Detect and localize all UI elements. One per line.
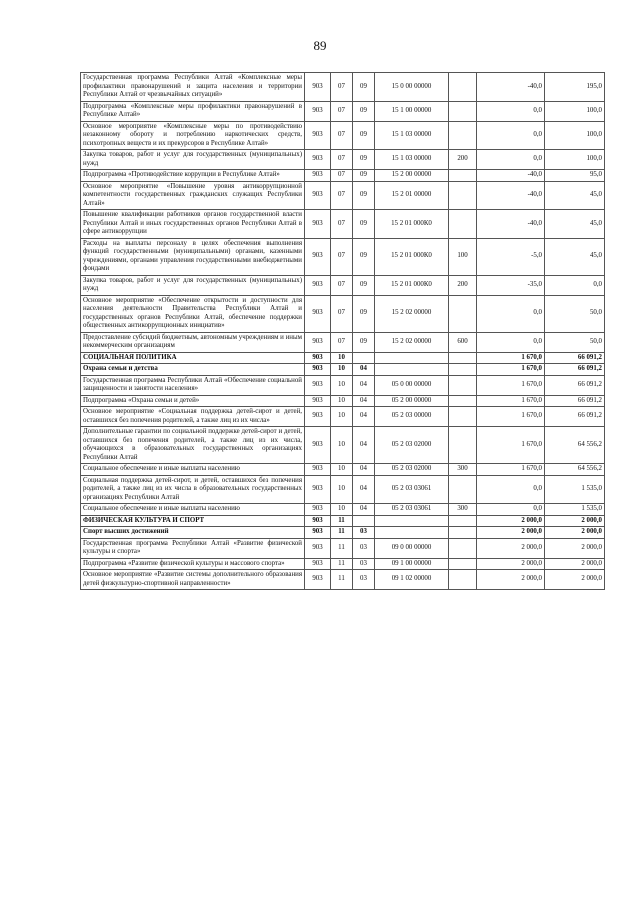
row-total-amount: 195,0 (545, 73, 605, 102)
row-change-amount: 1 670,0 (477, 375, 545, 395)
table-row (81, 538, 605, 558)
row-total-amount: 45,0 (545, 210, 605, 239)
row-grbs: 903 (305, 427, 331, 464)
row-expense-type (449, 121, 477, 150)
row-change-amount: 0,0 (477, 295, 545, 332)
row-target-article: 05 2 03 03061 (375, 475, 449, 504)
row-section: 07 (331, 275, 353, 295)
table-row (81, 464, 605, 476)
row-section: 07 (331, 332, 353, 352)
row-name: Подпрограмма «Охрана семьи и детей» (81, 395, 305, 407)
row-total-amount: 2 000,0 (545, 527, 605, 539)
row-grbs: 903 (305, 210, 331, 239)
row-section: 11 (331, 527, 353, 539)
row-total-amount: 66 091,2 (545, 352, 605, 364)
row-change-amount: -40,0 (477, 210, 545, 239)
row-subsection: 04 (353, 395, 375, 407)
table-row (81, 504, 605, 516)
row-total-amount: 100,0 (545, 150, 605, 170)
row-total-amount: 1 535,0 (545, 504, 605, 516)
row-change-amount: -35,0 (477, 275, 545, 295)
row-grbs: 903 (305, 395, 331, 407)
row-name: Государственная программа Республики Алтай «Развитие физической культуры и спорта» (81, 538, 305, 558)
table-row (81, 427, 605, 464)
row-name: Подпрограмма «Противодействие коррупции в Республике Алтай» (81, 170, 305, 182)
row-target-article: 05 2 00 00000 (375, 395, 449, 407)
row-target-article: 15 2 02 00000 (375, 295, 449, 332)
row-change-amount: 0,0 (477, 475, 545, 504)
row-section: 11 (331, 538, 353, 558)
table-row (81, 170, 605, 182)
row-subsection: 09 (353, 101, 375, 121)
table-row (81, 364, 605, 376)
row-grbs: 903 (305, 332, 331, 352)
row-target-article: 15 1 00 00000 (375, 101, 449, 121)
row-total-amount: 100,0 (545, 101, 605, 121)
row-total-amount: 2 000,0 (545, 570, 605, 590)
row-target-article (375, 352, 449, 364)
row-subsection: 09 (353, 181, 375, 210)
row-name: Основное мероприятие «Обеспечение открытости и доступности для населения деятельности Правительства Республики Алтай и государственных органов Республики Алтай, обеспечение поддержки общественных антикоррупционных инициатив» (81, 295, 305, 332)
row-subsection: 03 (353, 570, 375, 590)
row-name: Дополнительные гарантии по социальной поддержке детей-сирот и детей, оставшихся без попечения родителей, а также лиц из их числа, обучающихся в образовательных государственных организациях Республики Алтай (81, 427, 305, 464)
row-expense-type: 200 (449, 275, 477, 295)
row-grbs: 903 (305, 73, 331, 102)
row-grbs: 903 (305, 170, 331, 182)
row-section: 11 (331, 570, 353, 590)
row-subsection: 03 (353, 527, 375, 539)
row-total-amount: 2 000,0 (545, 538, 605, 558)
row-subsection: 09 (353, 275, 375, 295)
row-subsection: 09 (353, 238, 375, 275)
row-subsection: 03 (353, 558, 375, 570)
row-expense-type: 100 (449, 238, 477, 275)
row-total-amount: 1 535,0 (545, 475, 605, 504)
row-name: Социальная поддержка детей-сирот, и детей, оставшихся без попечения родителей, а также лиц из их числа в образовательных государственных организациях Республики Алтай (81, 475, 305, 504)
row-section: 10 (331, 395, 353, 407)
row-total-amount: 100,0 (545, 121, 605, 150)
row-grbs: 903 (305, 121, 331, 150)
row-name: Государственная программа Республики Алтай «Обеспечение социальной защищенности и занятости населения» (81, 375, 305, 395)
row-section: 10 (331, 352, 353, 364)
row-name: Охрана семьи и детства (81, 364, 305, 376)
row-grbs: 903 (305, 181, 331, 210)
row-expense-type (449, 181, 477, 210)
row-total-amount: 64 556,2 (545, 464, 605, 476)
row-section: 10 (331, 427, 353, 464)
row-expense-type (449, 407, 477, 427)
row-grbs: 903 (305, 475, 331, 504)
row-subsection: 04 (353, 464, 375, 476)
row-subsection: 09 (353, 332, 375, 352)
row-change-amount: 1 670,0 (477, 364, 545, 376)
row-expense-type (449, 352, 477, 364)
row-section: 10 (331, 407, 353, 427)
row-grbs: 903 (305, 538, 331, 558)
row-change-amount: 1 670,0 (477, 407, 545, 427)
row-grbs: 903 (305, 515, 331, 527)
row-change-amount: -40,0 (477, 181, 545, 210)
row-change-amount: 0,0 (477, 121, 545, 150)
row-section: 10 (331, 475, 353, 504)
table-row (81, 375, 605, 395)
page-number: 89 (313, 38, 327, 53)
row-name: Подпрограмма «Развитие физической культуры и массового спорта» (81, 558, 305, 570)
row-subsection: 09 (353, 150, 375, 170)
row-subsection: 09 (353, 210, 375, 239)
row-grbs: 903 (305, 570, 331, 590)
row-change-amount: 2 000,0 (477, 538, 545, 558)
row-target-article: 05 2 03 02000 (375, 427, 449, 464)
row-grbs: 903 (305, 558, 331, 570)
row-change-amount: 0,0 (477, 101, 545, 121)
row-total-amount: 50,0 (545, 332, 605, 352)
row-name: Основное мероприятие «Повышение уровня антикоррупционной компетентности государственных гражданских служащих Республики Алтай» (81, 181, 305, 210)
row-target-article (375, 527, 449, 539)
row-change-amount: 1 670,0 (477, 427, 545, 464)
row-grbs: 903 (305, 407, 331, 427)
row-grbs: 903 (305, 364, 331, 376)
row-total-amount: 2 000,0 (545, 515, 605, 527)
row-grbs: 903 (305, 375, 331, 395)
row-expense-type (449, 73, 477, 102)
row-section: 07 (331, 150, 353, 170)
row-grbs: 903 (305, 295, 331, 332)
table-row (81, 527, 605, 539)
row-section: 11 (331, 558, 353, 570)
row-total-amount: 66 091,2 (545, 375, 605, 395)
row-target-article: 09 0 00 00000 (375, 538, 449, 558)
row-subsection: 09 (353, 170, 375, 182)
table-row (81, 407, 605, 427)
row-total-amount: 66 091,2 (545, 395, 605, 407)
row-name: Основное мероприятие «Социальная поддержка детей-сирот и детей, оставшихся без попечения родителей, а также лиц из их числа» (81, 407, 305, 427)
row-change-amount: 2 000,0 (477, 570, 545, 590)
row-expense-type (449, 475, 477, 504)
row-subsection: 09 (353, 121, 375, 150)
row-total-amount: 50,0 (545, 295, 605, 332)
row-target-article: 15 1 03 00000 (375, 150, 449, 170)
table-row (81, 210, 605, 239)
row-target-article: 15 1 03 00000 (375, 121, 449, 150)
row-target-article: 15 0 00 00000 (375, 73, 449, 102)
row-subsection: 04 (353, 475, 375, 504)
row-name: Предоставление субсидий бюджетным, автономным учреждениям и иным некоммерческим организациям (81, 332, 305, 352)
row-section: 10 (331, 504, 353, 516)
budget-table (80, 72, 605, 590)
row-expense-type: 200 (449, 150, 477, 170)
table-row (81, 475, 605, 504)
row-expense-type (449, 527, 477, 539)
row-subsection: 04 (353, 364, 375, 376)
row-total-amount: 45,0 (545, 238, 605, 275)
row-total-amount: 45,0 (545, 181, 605, 210)
table-row (81, 150, 605, 170)
row-target-article: 15 2 01 000К0 (375, 275, 449, 295)
row-target-article: 15 2 01 000К0 (375, 210, 449, 239)
table-row (81, 570, 605, 590)
row-target-article: 15 2 01 000К0 (375, 238, 449, 275)
row-subsection: 03 (353, 538, 375, 558)
row-expense-type (449, 515, 477, 527)
row-expense-type (449, 395, 477, 407)
row-total-amount: 66 091,2 (545, 407, 605, 427)
row-total-amount: 95,0 (545, 170, 605, 182)
row-name: Социальное обеспечение и иные выплаты населению (81, 464, 305, 476)
row-target-article (375, 515, 449, 527)
row-grbs: 903 (305, 352, 331, 364)
row-grbs: 903 (305, 527, 331, 539)
row-target-article (375, 364, 449, 376)
row-change-amount: 2 000,0 (477, 515, 545, 527)
row-change-amount: 0,0 (477, 504, 545, 516)
row-section: 07 (331, 121, 353, 150)
row-name: Государственная программа Республики Алтай «Комплексные меры профилактики правонарушений и защита населения и территории Республики Алтай от чрезвычайных ситуаций» (81, 73, 305, 102)
table-row (81, 181, 605, 210)
row-target-article: 05 0 00 00000 (375, 375, 449, 395)
row-grbs: 903 (305, 464, 331, 476)
row-grbs: 903 (305, 150, 331, 170)
table-row (81, 395, 605, 407)
row-name: Основное мероприятие «Комплексные меры по противодействию незаконному обороту и потреблению наркотических средств, психотропных веществ и их прекурсоров в Республике Алтай» (81, 121, 305, 150)
row-name: Закупка товаров, работ и услуг для государственных (муниципальных) нужд (81, 275, 305, 295)
row-expense-type (449, 375, 477, 395)
row-section: 07 (331, 170, 353, 182)
row-subsection: 04 (353, 504, 375, 516)
row-expense-type (449, 170, 477, 182)
row-name: Социальное обеспечение и иные выплаты населению (81, 504, 305, 516)
row-change-amount: 1 670,0 (477, 395, 545, 407)
row-name: ФИЗИЧЕСКАЯ КУЛЬТУРА И СПОРТ (81, 515, 305, 527)
row-expense-type (449, 427, 477, 464)
row-subsection: 09 (353, 295, 375, 332)
row-name: Спорт высших достижений (81, 527, 305, 539)
row-change-amount: 1 670,0 (477, 464, 545, 476)
row-subsection: 09 (353, 73, 375, 102)
row-section: 07 (331, 210, 353, 239)
row-subsection (353, 515, 375, 527)
row-subsection: 04 (353, 375, 375, 395)
row-target-article: 09 1 02 00000 (375, 570, 449, 590)
row-name: Повышение квалификации работников органов государственной власти Республики Алтай и иных государственных органов Республики Алтай в сфере антикоррупции (81, 210, 305, 239)
row-section: 07 (331, 181, 353, 210)
table-row (81, 352, 605, 364)
table-row (81, 238, 605, 275)
row-total-amount: 2 000,0 (545, 558, 605, 570)
row-total-amount: 66 091,2 (545, 364, 605, 376)
row-grbs: 903 (305, 275, 331, 295)
table-row (81, 558, 605, 570)
row-subsection: 04 (353, 407, 375, 427)
row-name: Подпрограмма «Комплексные меры профилактики правонарушений в Республике Алтай» (81, 101, 305, 121)
row-grbs: 903 (305, 101, 331, 121)
row-total-amount: 64 556,2 (545, 427, 605, 464)
row-expense-type: 300 (449, 504, 477, 516)
row-expense-type: 600 (449, 332, 477, 352)
row-expense-type (449, 101, 477, 121)
table-row (81, 332, 605, 352)
row-expense-type (449, 538, 477, 558)
table-body (81, 73, 605, 590)
row-change-amount: 2 000,0 (477, 558, 545, 570)
row-change-amount: 1 670,0 (477, 352, 545, 364)
row-expense-type (449, 570, 477, 590)
row-change-amount: 0,0 (477, 332, 545, 352)
row-expense-type (449, 558, 477, 570)
row-name: Расходы на выплаты персоналу в целях обеспечения выполнения функций государственными (муниципальными) органами, казенными учреждениями, органами управления государственными внебюджетными фондами (81, 238, 305, 275)
row-name: Закупка товаров, работ и услуг для государственных (муниципальных) нужд (81, 150, 305, 170)
table-row (81, 295, 605, 332)
row-change-amount: -40,0 (477, 73, 545, 102)
row-change-amount: 0,0 (477, 150, 545, 170)
table-row (81, 515, 605, 527)
table-row (81, 73, 605, 102)
row-target-article: 15 2 00 00000 (375, 170, 449, 182)
table-row (81, 121, 605, 150)
row-expense-type (449, 295, 477, 332)
row-target-article: 15 2 01 00000 (375, 181, 449, 210)
row-section: 07 (331, 238, 353, 275)
table-row (81, 101, 605, 121)
row-grbs: 903 (305, 238, 331, 275)
row-grbs: 903 (305, 504, 331, 516)
row-section: 10 (331, 364, 353, 376)
row-change-amount: -5,0 (477, 238, 545, 275)
row-change-amount: -40,0 (477, 170, 545, 182)
row-section: 10 (331, 375, 353, 395)
row-name: Основное мероприятие «Развитие системы дополнительного образования детей физкультурно-спортивной направленности» (81, 570, 305, 590)
row-subsection (353, 352, 375, 364)
row-change-amount: 2 000,0 (477, 527, 545, 539)
row-target-article: 05 2 03 00000 (375, 407, 449, 427)
table-row (81, 275, 605, 295)
row-subsection: 04 (353, 427, 375, 464)
row-target-article: 05 2 03 03061 (375, 504, 449, 516)
row-target-article: 05 2 03 02000 (375, 464, 449, 476)
row-name: СОЦИАЛЬНАЯ ПОЛИТИКА (81, 352, 305, 364)
row-target-article: 15 2 02 00000 (375, 332, 449, 352)
row-total-amount: 0,0 (545, 275, 605, 295)
row-expense-type (449, 210, 477, 239)
row-expense-type (449, 364, 477, 376)
row-section: 07 (331, 101, 353, 121)
row-section: 07 (331, 73, 353, 102)
row-section: 10 (331, 464, 353, 476)
row-target-article: 09 1 00 00000 (375, 558, 449, 570)
row-section: 11 (331, 515, 353, 527)
row-expense-type: 300 (449, 464, 477, 476)
row-section: 07 (331, 295, 353, 332)
